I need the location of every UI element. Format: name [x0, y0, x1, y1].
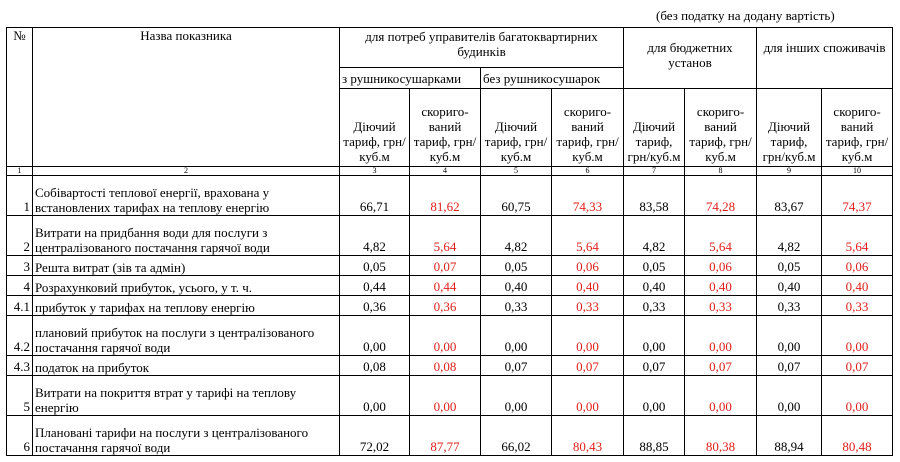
row-name: прибуток у тарифах на теплову енергію [33, 296, 340, 316]
header-current-tariff: Діючий тариф, грн/куб.м [757, 89, 822, 167]
adjusted-tariff-value: 0,00 [822, 316, 893, 356]
row-name: Розрахунковий прибуток, усього, у т. ч. [33, 276, 340, 296]
column-number: 10 [822, 167, 893, 176]
column-number: 3 [340, 167, 410, 176]
current-tariff-value: 88,94 [757, 416, 822, 456]
current-tariff-value: 0,44 [340, 276, 410, 296]
adjusted-tariff-value: 0,00 [410, 316, 481, 356]
current-tariff-value: 0,07 [757, 356, 822, 376]
row-index: 6 [7, 416, 33, 456]
table-row [7, 356, 893, 376]
header-name: Назва показника [33, 28, 340, 167]
adjusted-tariff-value: 0,00 [552, 376, 624, 416]
table-row [7, 176, 893, 216]
current-tariff-value: 0,05 [624, 256, 685, 276]
adjusted-tariff-value: 5,64 [822, 216, 893, 256]
current-tariff-value: 4,82 [624, 216, 685, 256]
adjusted-tariff-value: 80,48 [822, 416, 893, 456]
column-number: 5 [481, 167, 552, 176]
column-number: 9 [757, 167, 822, 176]
row-name: Решта витрат (зів та адмін) [33, 256, 340, 276]
tariff-table [6, 27, 893, 456]
adjusted-tariff-value: 0,07 [410, 256, 481, 276]
column-number: 6 [552, 167, 624, 176]
current-tariff-value: 0,00 [481, 376, 552, 416]
adjusted-tariff-value: 81,62 [410, 176, 481, 216]
header-adjusted-tariff: скориго-ваний тариф, грн/куб.м [822, 89, 893, 167]
header-group-other: для інших споживачів [757, 28, 893, 89]
adjusted-tariff-value: 5,64 [685, 216, 757, 256]
current-tariff-value: 66,71 [340, 176, 410, 216]
current-tariff-value: 0,00 [757, 316, 822, 356]
adjusted-tariff-value: 74,37 [822, 176, 893, 216]
adjusted-tariff-value: 0,08 [410, 356, 481, 376]
adjusted-tariff-value: 0,07 [685, 356, 757, 376]
row-index: 2 [7, 216, 33, 256]
current-tariff-value: 0,40 [624, 276, 685, 296]
row-name: Витрати на придбання води для послуги з централізованого постачання гарячої води [33, 216, 340, 256]
adjusted-tariff-value: 5,64 [552, 216, 624, 256]
row-index: 3 [7, 256, 33, 276]
current-tariff-value: 0,05 [340, 256, 410, 276]
adjusted-tariff-value: 0,06 [822, 256, 893, 276]
vat-note: (без податку на додану вартість) [656, 8, 835, 23]
header-current-tariff: Діючий тариф, грн/куб.м [624, 89, 685, 167]
adjusted-tariff-value: 0,44 [410, 276, 481, 296]
row-index: 4 [7, 276, 33, 296]
header-adjusted-tariff: скориго-ваний тариф, грн/куб.м [410, 89, 481, 167]
adjusted-tariff-value: 74,33 [552, 176, 624, 216]
current-tariff-value: 60,75 [481, 176, 552, 216]
table-row [7, 216, 893, 256]
adjusted-tariff-value: 0,00 [410, 376, 481, 416]
current-tariff-value: 66,02 [481, 416, 552, 456]
current-tariff-value: 0,07 [481, 356, 552, 376]
header-current-tariff: Діючий тариф, грн/куб.м [481, 89, 552, 167]
adjusted-tariff-value: 74,28 [685, 176, 757, 216]
row-name: Витрати на покриття втрат у тарифі на теплову енергію [33, 376, 340, 416]
column-number: 4 [410, 167, 481, 176]
adjusted-tariff-value: 80,43 [552, 416, 624, 456]
adjusted-tariff-value: 0,40 [685, 276, 757, 296]
header-group-budget: для бюджетних установ [624, 28, 757, 89]
current-tariff-value: 0,08 [340, 356, 410, 376]
column-number: 8 [685, 167, 757, 176]
adjusted-tariff-value: 80,38 [685, 416, 757, 456]
column-number: 7 [624, 167, 685, 176]
current-tariff-value: 0,05 [757, 256, 822, 276]
current-tariff-value: 0,00 [481, 316, 552, 356]
row-index: 4.1 [7, 296, 33, 316]
adjusted-tariff-value: 0,06 [552, 256, 624, 276]
current-tariff-value: 4,82 [757, 216, 822, 256]
table-row [7, 316, 893, 356]
adjusted-tariff-value: 0,07 [552, 356, 624, 376]
header-current-tariff: Діючий тариф, грн/куб.м [340, 89, 410, 167]
current-tariff-value: 4,82 [481, 216, 552, 256]
adjusted-tariff-value: 0,00 [685, 376, 757, 416]
current-tariff-value: 0,00 [340, 376, 410, 416]
adjusted-tariff-value: 0,00 [685, 316, 757, 356]
row-index: 4.3 [7, 356, 33, 376]
adjusted-tariff-value: 0,07 [822, 356, 893, 376]
table-row [7, 276, 893, 296]
current-tariff-value: 0,33 [481, 296, 552, 316]
header-sub-without-dryers: без рушникосушарок [481, 68, 624, 89]
current-tariff-value: 0,33 [757, 296, 822, 316]
column-number: 1 [7, 167, 33, 176]
current-tariff-value: 0,00 [340, 316, 410, 356]
row-index: 1 [7, 176, 33, 216]
adjusted-tariff-value: 0,36 [410, 296, 481, 316]
row-name: плановий прибуток на послуги з централізованого постачання гарячої води [33, 316, 340, 356]
column-number: 2 [33, 167, 340, 176]
current-tariff-value: 0,00 [624, 316, 685, 356]
table-row [7, 376, 893, 416]
current-tariff-value: 0,00 [624, 376, 685, 416]
header-sub-with-dryers: з рушникосушарками [340, 68, 481, 89]
header-adjusted-tariff: скориго-ваний тариф, грн/куб.м [552, 89, 624, 167]
current-tariff-value: 0,07 [624, 356, 685, 376]
adjusted-tariff-value: 5,64 [410, 216, 481, 256]
adjusted-tariff-value: 0,00 [822, 376, 893, 416]
table-row [7, 416, 893, 456]
table-row [7, 256, 893, 276]
row-name: Плановані тарифи на послуги з централізованого постачання гарячої води [33, 416, 340, 456]
adjusted-tariff-value: 0,33 [552, 296, 624, 316]
current-tariff-value: 0,33 [624, 296, 685, 316]
current-tariff-value: 83,58 [624, 176, 685, 216]
current-tariff-value: 72,02 [340, 416, 410, 456]
adjusted-tariff-value: 0,06 [685, 256, 757, 276]
current-tariff-value: 88,85 [624, 416, 685, 456]
row-index: 4.2 [7, 316, 33, 356]
adjusted-tariff-value: 0,00 [552, 316, 624, 356]
header-group-managers: для потреб управителів багатоквартирних будинків [340, 28, 624, 68]
adjusted-tariff-value: 0,33 [822, 296, 893, 316]
current-tariff-value: 0,00 [757, 376, 822, 416]
current-tariff-value: 83,67 [757, 176, 822, 216]
current-tariff-value: 4,82 [340, 216, 410, 256]
adjusted-tariff-value: 0,33 [685, 296, 757, 316]
adjusted-tariff-value: 0,40 [822, 276, 893, 296]
adjusted-tariff-value: 87,77 [410, 416, 481, 456]
row-index: 5 [7, 376, 33, 416]
current-tariff-value: 0,36 [340, 296, 410, 316]
adjusted-tariff-value: 0,40 [552, 276, 624, 296]
header-adjusted-tariff: скориго-ваний тариф, грн/куб.м [685, 89, 757, 167]
header-no: № [7, 28, 33, 167]
current-tariff-value: 0,05 [481, 256, 552, 276]
current-tariff-value: 0,40 [757, 276, 822, 296]
table-row [7, 296, 893, 316]
current-tariff-value: 0,40 [481, 276, 552, 296]
row-name: Собівартості теплової енергії, врахована у встановлених тарифах на теплову енергію [33, 176, 340, 216]
row-name: податок на прибуток [33, 356, 340, 376]
